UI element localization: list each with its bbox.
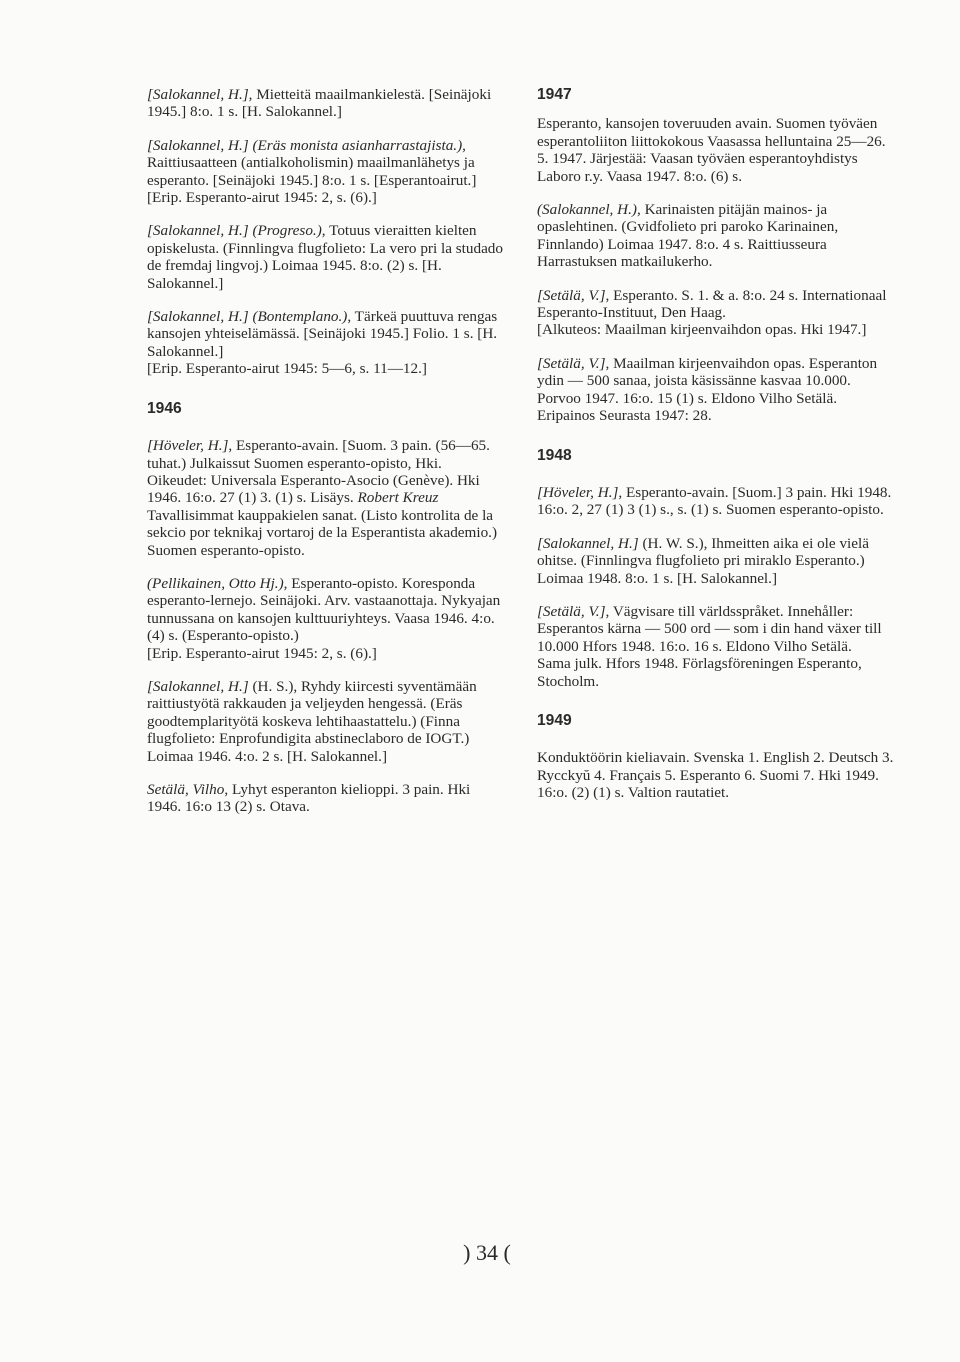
bib-entry <box>537 484 895 519</box>
entry-author-secondary: Robert Kreuz <box>357 489 439 507</box>
bib-entry <box>537 355 895 425</box>
entry-author: (Pellikainen, Otto Hj.) <box>147 574 284 592</box>
bib-entry <box>147 678 505 765</box>
entry-note: [Alkuteos: Maailman kirjeenvaihdon opas. Hki 1947.] <box>537 321 867 339</box>
entry-author: [Salokannel, H.] <box>147 677 249 695</box>
entry-note: [Erip. Esperanto-airut 1945: 2, s. (6).] <box>147 189 377 207</box>
entry-text: , Esperanto-avain. [Suom. 3 pain. (56—65. tuhat.) Julkaissut Suomen esperanto-opisto, Hki. Oikeudet: Universala Esperanto-Asocio (Genève). Hki 1946. 16:o. 27 (1) 3. (1) s. Lisäys. <box>147 437 490 507</box>
entry-text: (H. W. S.), Ihmeitten aika ei ole vielä ohitse. (Finnlingva flugfolieto pri miraklo Esperanto.) Loimaa 1948. 8:o. 1 s. [H. Salokannel.] <box>537 534 869 587</box>
left-column <box>147 86 505 832</box>
entry-note: Sama julk. Hfors 1948. Förlagsföreningen Esperanto, Stocholm. <box>537 655 862 690</box>
entry-text: , Esperanto. S. 1. & a. 8:o. 24 s. Internationaal Esperanto-Instituut, Den Haag. <box>537 286 887 322</box>
entry-author: [Salokannel, H.] (Eräs monista asianharrastajista.) <box>147 136 463 154</box>
entry-author: Setälä, Vilho <box>147 781 225 798</box>
year-heading: 1949 <box>537 711 572 729</box>
entry-text: (H. S.), Ryhdy kiircesti syventämään raittiustyötä rakkauden ja veljeyden hengessä. (Eräs goodtemplarityötä koskeva lehtihaastattelu.) (Finna flugfolieto: Enprofundigita abstineclaboro de IOGT.) Loimaa 1946. 4:o. 2 s. [H. Salokannel.] <box>147 677 477 765</box>
entry-text: , Maailman kirjeenvaihdon opas. Esperanton ydin — 500 sanaa, joista käsissänne kasvaa 10.000. Porvoo 1947. 16:o. 15 (1) s. Eldono Vilho Setälä. <box>537 354 878 407</box>
entry-text: Konduktöörin kieliavain. Svenska 1. English 2. Deutsch 3. Rycckyŭ 4. Français 5. Esperanto 6. Suomi 7. Hki 1949. 16:o. (2) (1) s. Valtion rautatiet. <box>537 749 894 802</box>
entry-text: , Karinaisten pitäjän mainos- ja opaslehtinen. (Gvidfolieto pri paroko Karinainen, Finnlando) Loimaa 1947. 8:o. 4 s. Raittiusseura Harrastuksen matkailukerho. <box>537 201 839 271</box>
entry-text-continued: Tavallisimmat kauppakielen sanat. (Listo kontrolita de la sekcio por teknikaj vortaroj de la Esperantista akademio.) Suomen esperanto-opisto. <box>147 506 498 559</box>
page-number <box>0 1240 960 1266</box>
bib-entry <box>147 781 505 816</box>
entry-author: [Setälä, V.] <box>537 354 606 372</box>
bib-entry <box>147 308 505 378</box>
entry-author: [Salokannel, H.] (Progreso.) <box>147 222 322 240</box>
bib-entry <box>537 287 895 339</box>
entry-text: , Vägvisare till världsspråket. Innehåller: Esperantos kärna — 500 ord — som i din hand växer till 10.000 Hfors 1948. 16:o. 16 s. Eldono Vilho Setälä. <box>537 602 882 655</box>
right-column <box>537 86 895 818</box>
entry-author: [Salokannel, H.] <box>537 534 639 552</box>
bib-entry <box>537 201 895 271</box>
entry-text: , Mietteitä maailmankielestä. [Seinäjoki 1945.] 8:o. 1 s. [H. Salokannel.] <box>147 86 492 121</box>
entry-author: [Setälä, V.] <box>537 286 606 304</box>
bib-entry <box>147 575 505 662</box>
entry-text: , Raittiusaatteen (antialkoholismin) maailmanlähetys ja esperanto. [Seinäjoki 1945.] 8:o. 1 s. [Esperantoairut.] <box>147 136 477 189</box>
entry-note: [Erip. Esperanto-airut 1945: 5—6, s. 11—12.] <box>147 360 427 378</box>
bib-entry <box>147 86 505 121</box>
entry-text: , Esperanto-opisto. Koresponda esperanto-lernejo. Seinäjoki. Arv. vastaanottaja. Nykyajan tunnussana on kansojen kulttuuriyhteys. Vaasa 1946. 4:o. (4) s. (Esperanto-opisto.) <box>147 574 501 645</box>
entry-text: , Totuus vieraitten kielten opiskelusta. (Finnlingva flugfolieto: La vero pri la studado de fremdaj lingvoj.) Loimaa 1945. 8:o. (2) s. [H. Salokannel.] <box>147 222 503 292</box>
entry-text: , Esperanto-avain. [Suom.] 3 pain. Hki 1948. 16:o. 2, 27 (1) 3 (1) s., s. (1) s. Suomen esperanto-opisto. <box>537 483 892 519</box>
page-number-text: ) 34 ( <box>463 1240 511 1265</box>
bib-entry <box>147 437 505 559</box>
entry-author: [Setälä, V.] <box>537 602 606 620</box>
year-heading: 1946 <box>147 399 182 417</box>
bib-entry <box>147 137 505 207</box>
entry-author: [Höveler, H.] <box>147 437 229 455</box>
entry-author: [Salokannel, H.] (Bontemplano.) <box>147 308 348 326</box>
year-heading: 1947 <box>537 86 572 103</box>
entry-note: [Erip. Esperanto-airut 1945: 2, s. (6).] <box>147 644 377 662</box>
bib-entry <box>537 603 895 690</box>
entry-author: (Salokannel, H.) <box>537 201 637 219</box>
bib-entry <box>537 115 895 185</box>
entry-note: Eripainos Seurasta 1947: 28. <box>537 407 712 425</box>
bib-entry <box>537 535 895 587</box>
entry-text: , Tärkeä puuttuva rengas kansojen yhteiselämässä. [Seinäjoki 1945.] Folio. 1 s. [H. Salokannel.] <box>147 308 498 360</box>
entry-author: [Höveler, H.] <box>537 483 619 501</box>
bib-entry <box>537 749 895 801</box>
year-heading: 1948 <box>537 446 572 464</box>
entry-text: Esperanto, kansojen toveruuden avain. Suomen työväen esperantoliiton liittokokous Vaasassa helluntaina 25—26. 5. 1947. Järjestää: Vaasan työväen esperantoyhdistys Laboro r.y. Vaasa 1947. 8:o. (6) s. <box>537 115 886 185</box>
bib-entry <box>147 222 505 292</box>
entry-author: [Salokannel, H.] <box>147 86 249 103</box>
entry-text: , Lyhyt esperanton kielioppi. 3 pain. Hki 1946. 16:o 13 (2) s. Otava. <box>147 781 471 816</box>
